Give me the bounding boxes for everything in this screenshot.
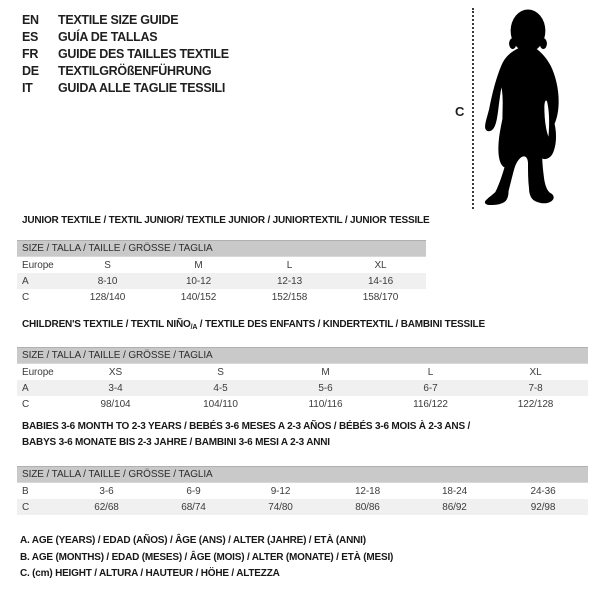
table-cell: S — [104, 259, 111, 271]
table-cell: 62/68 — [63, 499, 150, 515]
table-cell: 10-12 — [153, 273, 244, 289]
table-row-age — [17, 273, 426, 289]
junior-size-table — [17, 240, 426, 305]
babies-table-title-line1: BABIES 3-6 MONTH TO 2-3 YEARS / BEBÉS 3-6 MESES A 2-3 AÑOS / BÉBÉS 3-6 MOIS À 2-3 ANS / — [22, 421, 471, 432]
row-label: B — [22, 485, 29, 497]
table-cell: 74/80 — [237, 499, 324, 515]
row-label: C — [22, 291, 30, 303]
table-cell: 3-4 — [63, 380, 168, 396]
children-size-table — [17, 347, 588, 412]
baby-silhouette-icon — [482, 6, 574, 208]
table-row-height — [17, 499, 588, 515]
babies-size-table — [17, 466, 588, 515]
lang-label: GUIDA ALLE TAGLIE TESSILI — [58, 81, 226, 95]
table-cell: 24-36 — [530, 485, 556, 497]
table-cell: 116/122 — [413, 398, 448, 410]
size-header-cell: SIZE / TALLA / TAILLE / GRÖSSE / TAGLIA — [17, 241, 426, 257]
table-cell: M — [194, 259, 203, 271]
subscript-text: /A — [190, 324, 198, 331]
lang-code: EN — [22, 13, 39, 27]
junior-table-title: JUNIOR TEXTILE / TEXTIL JUNIOR/ TEXTILE JUNIOR / JUNIORTEXTIL / JUNIOR TESSILE — [22, 215, 430, 226]
height-c-label: C — [455, 104, 465, 119]
legend-note-b: B. AGE (MONTHS) / EDAD (MESES) / ÂGE (MOIS) / ALTER (MONATE) / ETÀ (MESI) — [20, 551, 394, 563]
table-cell: 4-5 — [168, 380, 273, 396]
table-cell: XL — [529, 366, 542, 378]
legend-note-a: A. AGE (YEARS) / EDAD (AÑOS) / ÂGE (ANS) / ALTER (JAHRE) / ETÀ (ANNI) — [20, 535, 366, 546]
table-row-months — [17, 483, 588, 500]
lang-label: GUIDE DES TAILLES TEXTILE — [58, 47, 229, 61]
table-cell: 92/98 — [498, 499, 588, 515]
table-cell: 128/140 — [89, 291, 126, 303]
table-cell: XL — [374, 259, 387, 271]
lang-row-en — [22, 12, 229, 29]
lang-label: GUÍA DE TALLAS — [58, 30, 158, 44]
table-cell: M — [321, 366, 330, 378]
size-header-cell: SIZE / TALLA / TAILLE / GRÖSSE / TAGLIA — [17, 348, 588, 364]
children-table-title: CHILDREN'S TEXTILE / TEXTIL $NIÑO_{/A}$ / TEXTILE DES ENFANTS / KINDERTEXTIL / BAMBINI TESSILE — [22, 319, 485, 331]
language-list — [22, 12, 229, 97]
table-cell: 5-6 — [273, 380, 378, 396]
table-cell: 14-16 — [335, 273, 426, 289]
table-cell: 86/92 — [411, 499, 498, 515]
table-cell: 7-8 — [483, 380, 588, 396]
table-row-europe — [17, 257, 426, 274]
table-cell: 6-7 — [378, 380, 483, 396]
table-row-height — [17, 396, 588, 412]
table-cell: 152/158 — [271, 291, 308, 303]
lang-label: TEXTILGRÖßENFÜHRUNG — [58, 64, 212, 78]
table-cell: 9-12 — [270, 485, 291, 497]
table-cell: 8-10 — [62, 273, 153, 289]
table-cell: 12-18 — [354, 485, 381, 497]
table-cell: 68/74 — [150, 499, 237, 515]
lang-row-es — [22, 29, 229, 46]
table-cell: 122/128 — [517, 398, 554, 410]
row-label: C — [17, 499, 63, 515]
lang-code: DE — [22, 64, 39, 78]
lang-row-it — [22, 80, 229, 97]
row-label: Europe — [22, 259, 54, 271]
lang-label: TEXTILE SIZE GUIDE — [58, 13, 179, 27]
size-header-row — [17, 241, 426, 257]
lang-code: FR — [22, 47, 39, 61]
row-label: A — [17, 273, 62, 289]
table-row-europe — [17, 364, 588, 381]
row-label: Europe — [22, 366, 54, 378]
table-cell: L — [427, 366, 434, 378]
lang-row-fr — [22, 46, 229, 63]
row-label: A — [17, 380, 63, 396]
size-header-cell: SIZE / TALLA / TAILLE / GRÖSSE / TAGLIA — [17, 467, 588, 483]
table-row-height — [17, 289, 426, 305]
legend-notes — [20, 533, 393, 583]
babies-table-title-line2: BABYS 3-6 MONATE BIS 2-3 JAHRE / BAMBINI 3-6 MESI A 2-3 ANNI — [22, 437, 330, 448]
lang-row-de — [22, 63, 229, 80]
table-cell: 18-24 — [441, 485, 468, 497]
table-cell: 104/110 — [203, 398, 238, 410]
height-measure-dotted-line — [472, 8, 474, 209]
table-cell: 6-9 — [186, 485, 201, 497]
size-header-row — [17, 348, 588, 364]
lang-code: IT — [22, 81, 33, 95]
table-cell: L — [286, 259, 293, 271]
table-cell: 3-6 — [99, 485, 114, 497]
table-cell: 158/170 — [362, 291, 399, 303]
table-cell: XS — [108, 366, 123, 378]
legend-note-c: C. (cm) HEIGHT / ALTURA / HAUTEUR / HÖHE / ALTEZZA — [20, 568, 280, 579]
row-label: C — [22, 398, 30, 410]
table-cell: 110/116 — [308, 398, 343, 410]
table-cell: 12-13 — [244, 273, 335, 289]
table-cell: 80/86 — [324, 499, 411, 515]
lang-code: ES — [22, 30, 39, 44]
table-cell: S — [217, 366, 224, 378]
table-cell: 98/104 — [100, 398, 131, 410]
size-header-row — [17, 467, 588, 483]
table-cell: 140/152 — [180, 291, 217, 303]
table-row-age — [17, 380, 588, 396]
